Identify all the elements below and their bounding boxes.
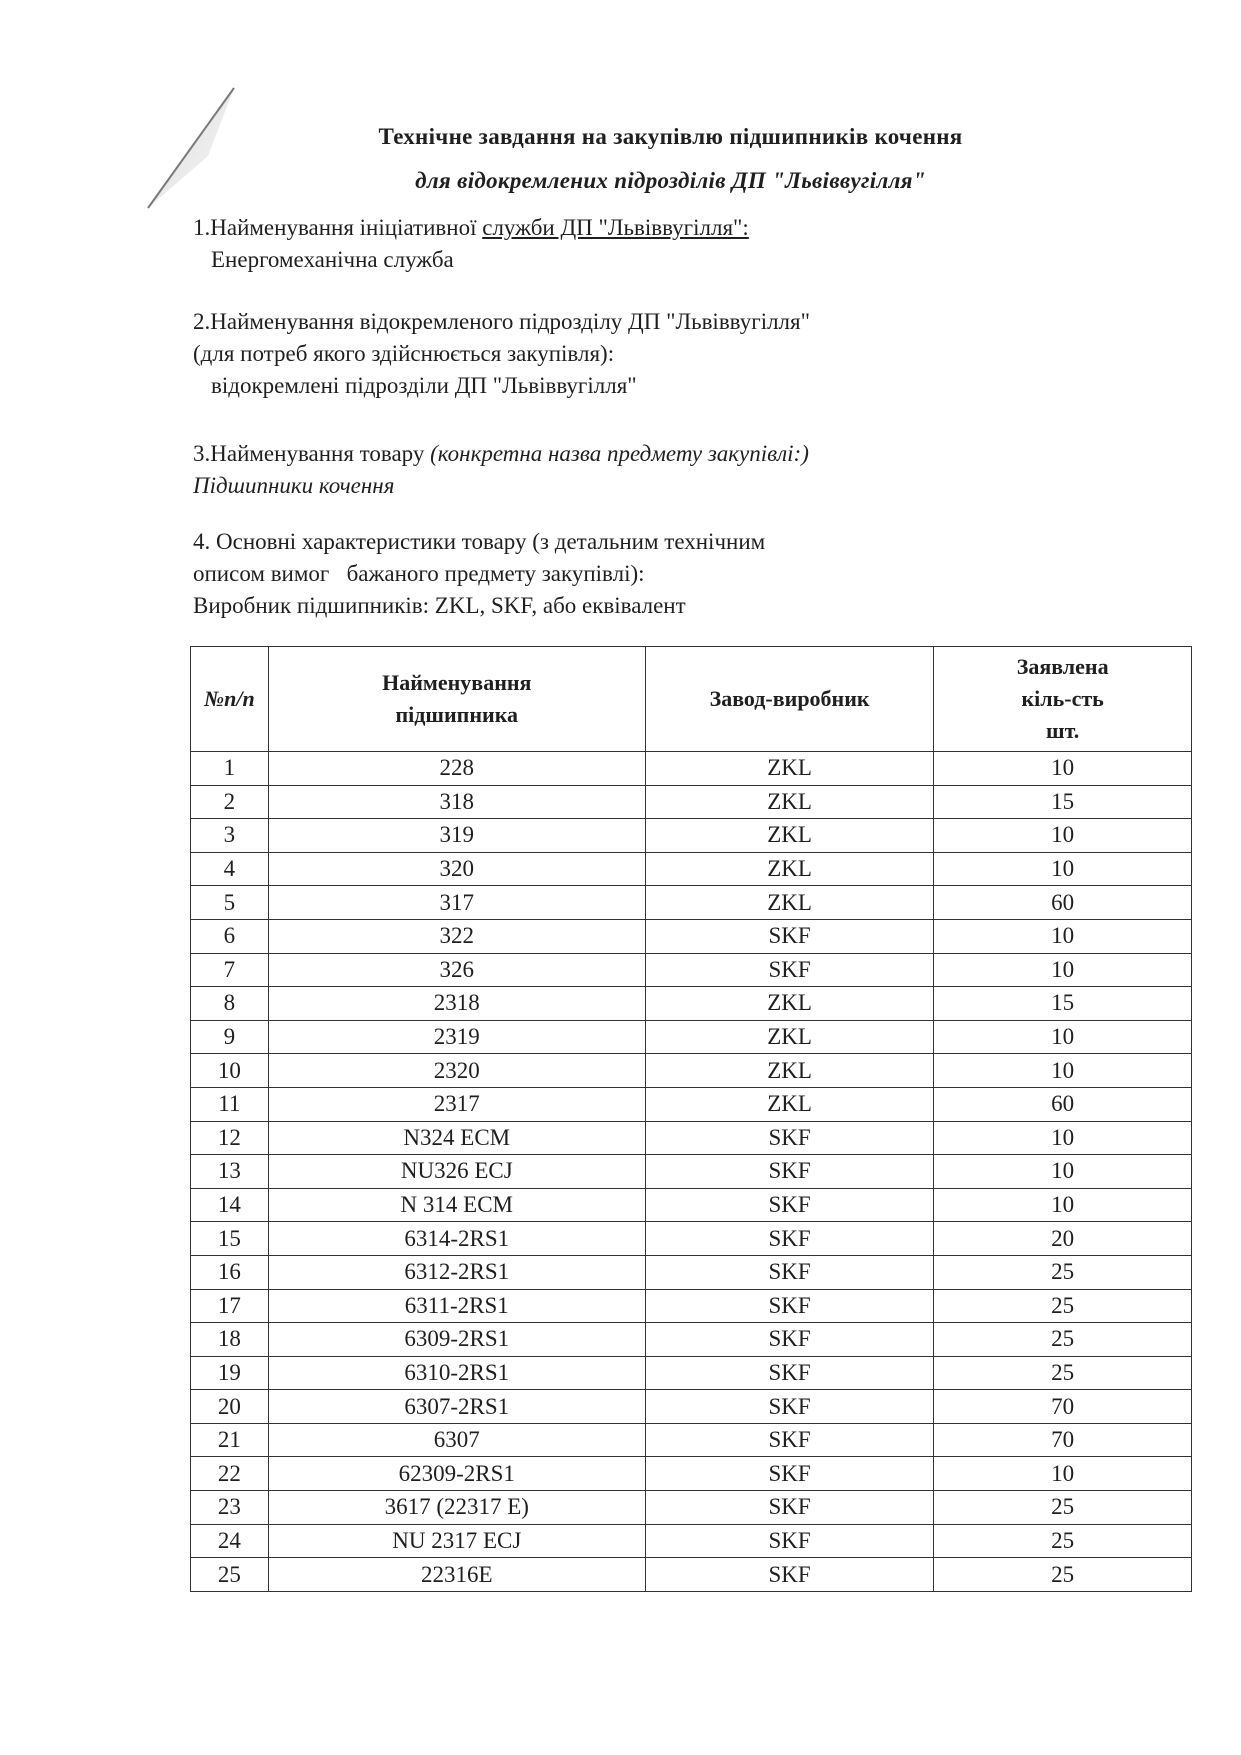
section2-line1: 2.Найменування відокремленого підрозділу ДП "Львіввугілля" [193,309,811,334]
table-row [191,785,1192,819]
cell-maker: SKF [645,1289,933,1323]
table-row [191,1188,1192,1222]
section3-value: Підшипники кочення [193,473,395,498]
cell-qty: 25 [934,1491,1192,1525]
table-row [191,1390,1192,1424]
section1-label-text: 1.Найменування ініціативної [193,215,483,240]
cell-name: NU326 ECJ [268,1155,645,1189]
section3-label-italic: (конкретна назва предмету закупівлі:) [430,441,809,466]
table-row [191,886,1192,920]
cell-num: 21 [191,1423,269,1457]
cell-name: N 314 ECM [268,1188,645,1222]
section1-label [193,212,749,244]
table-row [191,1255,1192,1289]
cell-name: 6310-2RS1 [268,1356,645,1390]
cell-name: 6307-2RS1 [268,1390,645,1424]
cell-num: 7 [191,953,269,987]
table-row [191,1020,1192,1054]
cell-maker: SKF [645,1323,933,1357]
cell-maker: SKF [645,1423,933,1457]
cell-qty: 15 [934,785,1192,819]
cell-num: 8 [191,987,269,1021]
cell-maker: ZKL [645,1020,933,1054]
document-subtitle: для відокремлених підрозділів ДП "Львіввугілля" [415,168,926,193]
cell-num: 12 [191,1121,269,1155]
header-qty-line1: Заявлена [1016,654,1109,679]
cell-num: 1 [191,752,269,786]
section4-line2: описом вимог бажаного предмету закупівлі): [193,561,645,586]
cell-maker: ZKL [645,819,933,853]
table-row [191,953,1192,987]
table-row [191,919,1192,953]
table-row [191,1423,1192,1457]
cell-num: 9 [191,1020,269,1054]
bearings-table [190,646,1192,1592]
cell-qty: 10 [934,819,1192,853]
cell-qty: 25 [934,1524,1192,1558]
cell-qty: 25 [934,1558,1192,1592]
document-title: Технічне завдання на закупівлю підшипників кочення [378,124,963,149]
cell-name: 22316E [268,1558,645,1592]
cell-num: 14 [191,1188,269,1222]
cell-num: 16 [191,1255,269,1289]
cell-qty: 10 [934,919,1192,953]
cell-name: 317 [268,886,645,920]
cell-name: 6311-2RS1 [268,1289,645,1323]
cell-num: 18 [191,1323,269,1357]
cell-qty: 10 [934,953,1192,987]
cell-name: NU 2317 ECJ [268,1524,645,1558]
table-row [191,1524,1192,1558]
cell-num: 24 [191,1524,269,1558]
section2-value: відокремлені підрозділи ДП "Львіввугілля" [211,373,637,398]
cell-qty: 70 [934,1390,1192,1424]
cell-name: 2318 [268,987,645,1021]
cell-name: 2317 [268,1087,645,1121]
table-row [191,987,1192,1021]
cell-name: 2320 [268,1054,645,1088]
table-row [191,819,1192,853]
cell-maker: SKF [645,1390,933,1424]
cell-name: 2319 [268,1020,645,1054]
table-row [191,1087,1192,1121]
cell-maker: SKF [645,919,933,953]
cell-num: 10 [191,1054,269,1088]
cell-qty: 10 [934,1155,1192,1189]
cell-num: 4 [191,852,269,886]
cell-maker: SKF [645,1457,933,1491]
cell-name: 6312-2RS1 [268,1255,645,1289]
cell-qty: 20 [934,1222,1192,1256]
cell-maker: SKF [645,1356,933,1390]
cell-num: 3 [191,819,269,853]
cell-maker: SKF [645,1558,933,1592]
cell-qty: 10 [934,852,1192,886]
cell-num: 23 [191,1491,269,1525]
cell-maker: ZKL [645,1087,933,1121]
cell-qty: 70 [934,1423,1192,1457]
header-qty-line2: кіль-сть [1021,686,1104,711]
cell-qty: 10 [934,1457,1192,1491]
cell-qty: 15 [934,987,1192,1021]
table-header-row [191,647,1192,752]
cell-num: 19 [191,1356,269,1390]
cell-num: 6 [191,919,269,953]
cell-num: 11 [191,1087,269,1121]
cell-num: 5 [191,886,269,920]
cell-qty: 60 [934,886,1192,920]
cell-name: 6314-2RS1 [268,1222,645,1256]
cell-name: 3617 (22317 E) [268,1491,645,1525]
cell-num: 20 [191,1390,269,1424]
cell-maker: SKF [645,1155,933,1189]
table-row [191,1289,1192,1323]
header-maker: Завод-виробник [645,647,933,752]
cell-qty: 10 [934,1188,1192,1222]
cell-maker: SKF [645,1188,933,1222]
cell-maker: ZKL [645,752,933,786]
cell-name: 62309-2RS1 [268,1457,645,1491]
cell-num: 15 [191,1222,269,1256]
table-row [191,852,1192,886]
cell-name: 322 [268,919,645,953]
cell-num: 22 [191,1457,269,1491]
table-row [191,1054,1192,1088]
header-qty [934,647,1192,752]
cell-qty: 60 [934,1087,1192,1121]
cell-maker: ZKL [645,987,933,1021]
section3-label [193,438,809,470]
cell-qty: 10 [934,1121,1192,1155]
cell-maker: SKF [645,1491,933,1525]
header-num: №п/п [191,647,269,752]
section1-value: Енергомеханічна служба [211,247,454,272]
table-row [191,1356,1192,1390]
section1-label-underlined: служби ДП "Львіввугілля": [482,215,749,240]
cell-name: 320 [268,852,645,886]
cell-qty: 25 [934,1289,1192,1323]
cell-maker: SKF [645,1255,933,1289]
section3-label-text: 3.Найменування товару [193,441,431,466]
table-row [191,1457,1192,1491]
table-body [191,752,1192,1592]
cell-qty: 10 [934,752,1192,786]
cell-maker: ZKL [645,852,933,886]
section4-line1: 4. Основні характеристики товару (з детальним технічним [193,529,766,554]
cell-name: N324 ECM [268,1121,645,1155]
table-row [191,1323,1192,1357]
table-row [191,1121,1192,1155]
cell-num: 2 [191,785,269,819]
cell-maker: SKF [645,1222,933,1256]
cell-maker: SKF [645,1121,933,1155]
table-row [191,1222,1192,1256]
table-row [191,752,1192,786]
cell-qty: 10 [934,1054,1192,1088]
cell-qty: 25 [934,1255,1192,1289]
cell-name: 319 [268,819,645,853]
cell-name: 318 [268,785,645,819]
section2-line2: (для потреб якого здійснюється закупівля): [193,341,615,366]
cell-name: 6307 [268,1423,645,1457]
cell-maker: ZKL [645,886,933,920]
table-row [191,1558,1192,1592]
table-row [191,1491,1192,1525]
cell-qty: 25 [934,1356,1192,1390]
cell-maker: ZKL [645,785,933,819]
cell-maker: ZKL [645,1054,933,1088]
header-name-line1: Найменування [382,670,532,695]
header-name-line2: підшипника [395,702,519,727]
cell-name: 6309-2RS1 [268,1323,645,1357]
table-row [191,1155,1192,1189]
cell-num: 13 [191,1155,269,1189]
cell-qty: 25 [934,1323,1192,1357]
cell-name: 326 [268,953,645,987]
cell-num: 25 [191,1558,269,1592]
cell-name: 228 [268,752,645,786]
header-qty-line3: шт. [1046,718,1080,743]
cell-qty: 10 [934,1020,1192,1054]
cell-maker: SKF [645,1524,933,1558]
cell-num: 17 [191,1289,269,1323]
section4-line3: Виробник підшипників: ZKL, SKF, або еквівалент [193,593,686,618]
header-name [268,647,645,752]
cell-maker: SKF [645,953,933,987]
